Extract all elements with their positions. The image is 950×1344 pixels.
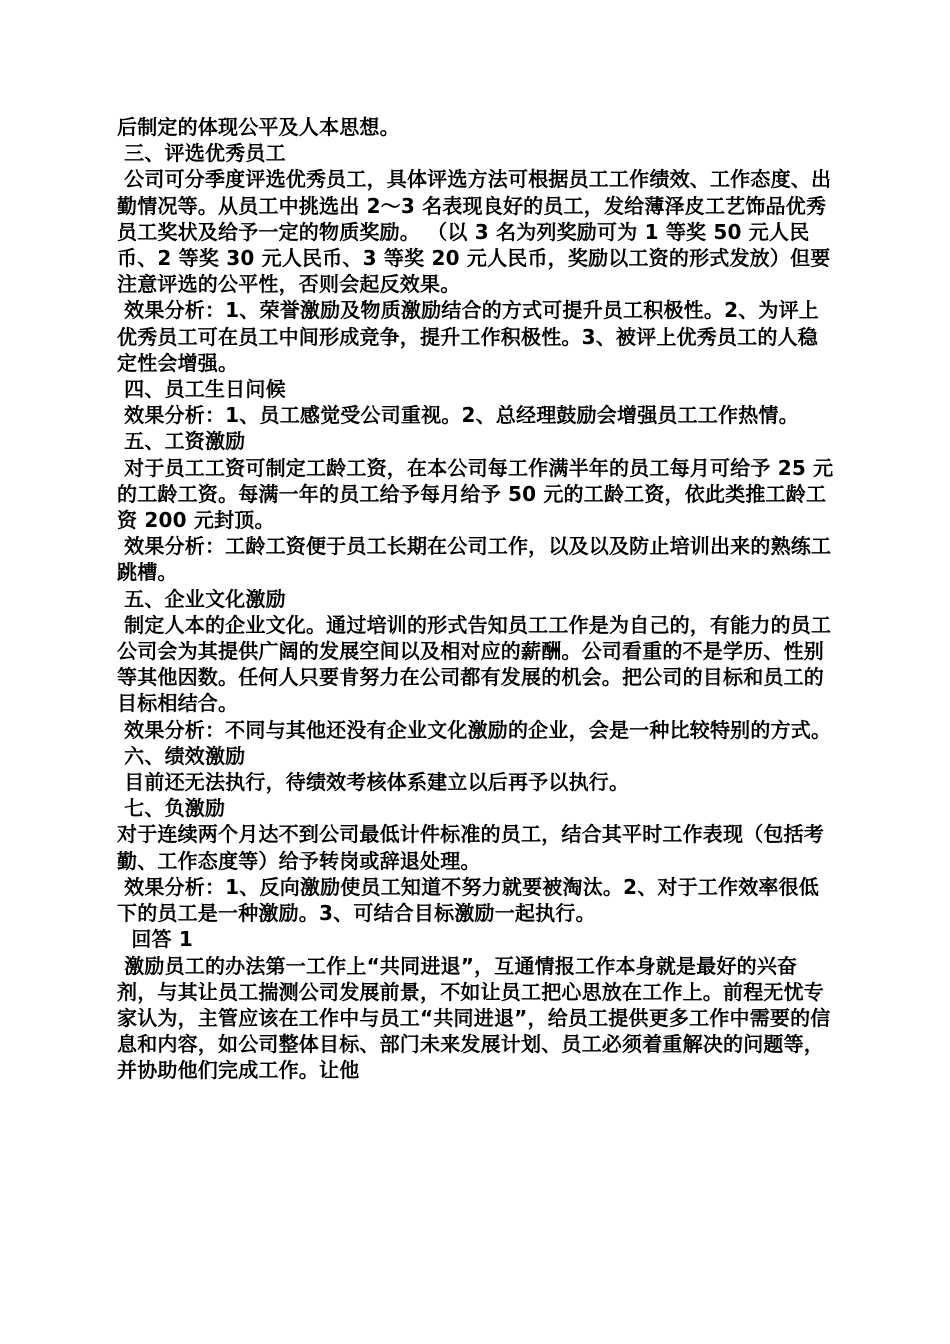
- paragraph-5b: 制定人本的企业文化。通过培训的形式告知员工工作是为自己的，有能力的员工公司会为其提供广阔的发展空间以及相对应的薪酬。公司看重的不是学历、性别等其他因数。任何人只要肯努力在公司都有发展的机会。把公司的目标和员工的目标相结合。: [117, 612, 832, 716]
- effect-analysis-5: 效果分析：工龄工资便于员工长期在公司工作，以及以及防止培训出来的熟练工跳槽。: [117, 534, 832, 585]
- paragraph-1: 后制定的体现公平及人本思想。: [117, 115, 400, 139]
- section-heading-7: 七、负激励: [117, 796, 226, 821]
- paragraph-3: 公司可分季度评选优秀员工，具体评选方法可根据员工工作绩效、工作态度、出勤情况等。从员工中挑选出 2～3 名表现良好的员工，发给薄泽皮工艺饰品优秀员工奖状及给予一定的物质奖励。 （以 3 名为列奖励可为 1 等奖 50 元人民币、2 等奖 30 元人民币、3 等奖 20 元人民币，奖励以工资的形式发放）但要注意评选的公平性，否则会起反效果。: [117, 167, 832, 297]
- effect-analysis-7: 效果分析：1、反向激励使员工知道不努力就要被淘汰。2、对于工作效率很低下的员工是一种激励。3、可结合目标激励一起执行。: [117, 874, 820, 926]
- section-heading-5b: 五、企业文化激励: [117, 586, 286, 611]
- effect-analysis-3: 效果分析：1、荣誉激励及物质激励结合的方式可提升员工积极性。2、为评上优秀员工可在员工中间形成竞争，提升工作积极性。3、被评上优秀员工的人稳定性会增强。: [117, 298, 820, 375]
- paragraph-5: 对于员工工资可制定工龄工资，在本公司每工作满半年的员工每月可给予 25 元的工龄工资。每满一年的员工给予每月给予 50 元的工龄工资，依此类推工龄工资 200 元封顶。: [117, 455, 834, 533]
- section-heading-5: 五、工资激励: [117, 429, 246, 454]
- document-body: [117, 114, 837, 1084]
- answer-heading: 回答 1: [117, 927, 194, 952]
- paragraph-6: 目前还无法执行，待绩效考核体系建立以后再予以执行。: [117, 770, 630, 795]
- section-heading-4: 四、员工生日问候: [117, 377, 286, 402]
- paragraph-7: 对于连续两个月达不到公司最低计件标准的员工，结合其平时工作表现（包括考勤、工作态度等）给予转岗或辞退处理。: [117, 822, 824, 873]
- answer-paragraph: 激励员工的办法第一工作上“共同进退”，互通情报工作本身就是最好的兴奋剂，与其让员工揣测公司发展前景，不如让员工把心思放在工作上。前程无忧专家认为，主管应该在工作中与员工“共同进退”，给员工提供更多工作中需要的信息和内容，如公司整体目标、部门未来发展计划、员工必须着重解决的问题等，并协助他们完成工作。让他: [117, 953, 831, 1083]
- effect-analysis-4: 效果分析：1、员工感觉受公司重视。2、总经理鼓励会增强员工工作热情。: [117, 403, 799, 428]
- section-heading-3: 三、评选优秀员工: [117, 141, 286, 166]
- section-heading-6: 六、绩效激励: [117, 743, 246, 768]
- effect-analysis-5b: 效果分析：不同与其他还没有企业文化激励的企业，会是一种比较特别的方式。: [117, 717, 832, 742]
